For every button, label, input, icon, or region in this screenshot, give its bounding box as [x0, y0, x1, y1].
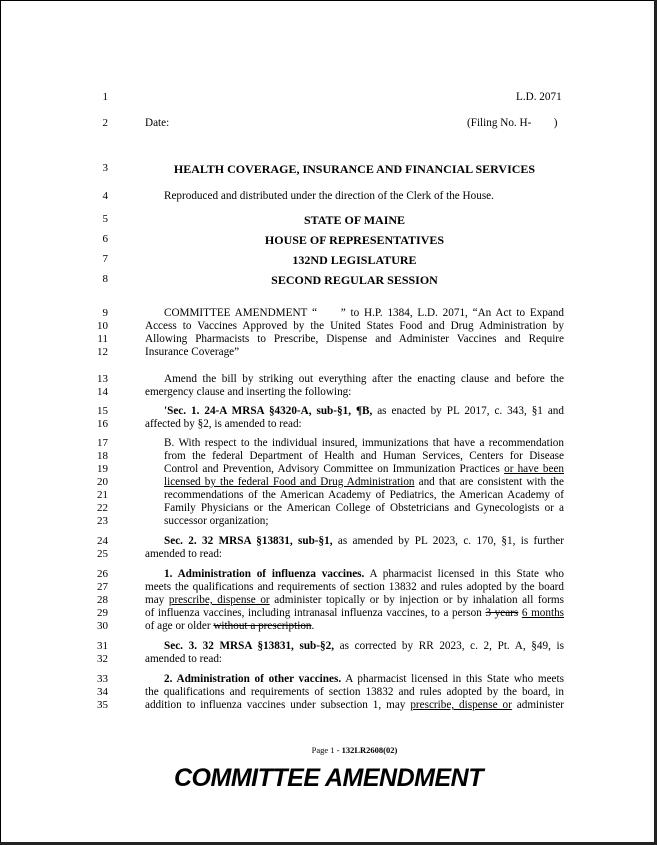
inserted-text: prescribe, dispense or: [168, 594, 270, 606]
deleted-text: without a prescription: [213, 620, 312, 632]
text-segment: A pharmacist licensed in this State who: [364, 568, 564, 580]
text-segment: of age or older: [145, 620, 211, 632]
session-heading: SECOND REGULAR SESSION: [271, 273, 438, 287]
body-line-11: Allowing Pharmacists to Prescribe, Dispense and Administer Vaccines and Require: [145, 333, 564, 345]
body-line-30: [145, 620, 314, 633]
body-line-17: B. With respect to the individual insured, immunizations that have a recommendation: [164, 437, 564, 449]
line-number: 9: [102, 307, 108, 319]
body-line-21: recommendations of the American Academy of Pediatrics, the American Academy of: [164, 489, 564, 501]
line-number: 25: [97, 548, 108, 560]
subsection-2-heading: 2. Administration of other vaccines.: [164, 673, 342, 685]
line-number: 2: [102, 117, 108, 129]
page-number: Page 1 -: [311, 745, 342, 755]
text-segment: Control and Prevention, Advisory Committee on Immunization Practices: [164, 463, 500, 475]
state-heading: STATE OF MAINE: [303, 213, 406, 227]
line-number: 1: [102, 91, 108, 103]
line-number: 35: [97, 699, 108, 711]
body-line-35: [145, 699, 564, 712]
subsection-1-heading: 1. Administration of influenza vaccines.: [164, 568, 365, 580]
body-line-18: from the federal Department of Health and Human Services, Centers for Disease: [164, 450, 564, 462]
line-number: 3: [102, 162, 108, 174]
line-number: 26: [97, 568, 108, 580]
line-number: 15: [97, 405, 108, 417]
body-line-29: [145, 607, 564, 620]
body-line-12: Insurance Coverage”: [145, 346, 240, 358]
line-number: 29: [97, 607, 108, 619]
line-number: 17: [97, 437, 108, 449]
house-heading: HOUSE OF REPRESENTATIVES: [264, 233, 445, 247]
inserted-text: licensed by the federal Food and Drug Administration: [164, 476, 415, 488]
line-number: 12: [97, 346, 108, 358]
section-2-heading: Sec. 2. 32 MRSA §13831, sub-§1,: [164, 535, 333, 547]
body-line-22: Family Physicians or the American College of Obstetricians and Gynecologists or a: [164, 502, 564, 514]
line-number: 31: [97, 640, 108, 652]
filing-number: (Filing No. H- ): [467, 117, 558, 129]
body-line-32: amended to read:: [145, 653, 223, 665]
body-line-28: [145, 594, 564, 607]
committee-amendment-banner: COMMITTEE AMENDMENT: [174, 764, 483, 792]
body-line-24: [164, 535, 564, 548]
text-segment: administer topically or by injection or by inhalation all forms: [274, 594, 564, 606]
text-segment: and that are consistent with the: [414, 476, 564, 488]
line-number: 33: [97, 673, 108, 685]
body-line-10: Access to Vaccines Approved by the United States Food and Drug Administration by: [145, 320, 564, 332]
page-footer: [145, 745, 564, 755]
date-label: Date:: [145, 117, 170, 129]
ld-number: L.D. 2071: [516, 91, 562, 103]
body-line-9: COMMITTEE AMENDMENT “ ” to H.P. 1384, L.D. 2071, “An Act to Expand: [164, 307, 564, 319]
line-number: 19: [97, 463, 108, 475]
line-number: 21: [97, 489, 108, 501]
body-line-34: the qualifications and requirements of section 13832 and rules adopted by the board, in: [145, 686, 564, 698]
inserted-text: 6 months: [521, 607, 565, 619]
line-number: 24: [97, 535, 108, 547]
body-line-31: [164, 640, 564, 653]
body-line-15: [164, 405, 564, 418]
line-number: 14: [97, 386, 108, 398]
line-number: 11: [97, 333, 108, 345]
text-segment: of influenza vaccines, including intranasal influenza vaccines, to a person: [145, 607, 482, 619]
body-line-25: amended to read:: [145, 548, 223, 560]
document-code: 132LR2608(02): [341, 745, 398, 755]
reproduced-note: Reproduced and distributed under the direction of the Clerk of the House.: [164, 190, 494, 202]
text-segment: addition to influenza vaccines under subsection 1, may: [145, 699, 406, 711]
line-number: 5: [102, 213, 108, 225]
text-segment: may: [145, 594, 165, 606]
line-number: 34: [97, 686, 108, 698]
line-number: 13: [97, 373, 108, 385]
body-line-13: Amend the bill by striking out everything after the enacting clause and before the: [164, 373, 564, 385]
line-number: 22: [97, 502, 108, 514]
text-segment: administer: [516, 699, 565, 711]
body-line-33: [164, 673, 564, 686]
text-segment: .: [311, 620, 315, 632]
line-number: 30: [97, 620, 108, 632]
committee-title: HEALTH COVERAGE, INSURANCE AND FINANCIAL SERVICES: [173, 162, 536, 176]
deleted-text: 3 years: [485, 607, 519, 619]
legislature-heading: 132ND LEGISLATURE: [292, 253, 417, 267]
section-2-citation: as amended by PL 2023, c. 170, §1, is further: [332, 535, 564, 547]
line-number: 28: [97, 594, 108, 606]
line-number: 20: [97, 476, 108, 488]
body-line-20: [164, 476, 564, 489]
section-3-citation: as corrected by RR 2023, c. 2, Pt. A, §49, is: [334, 640, 564, 652]
section-1-citation: as enacted by PL 2017, c. 343, §1 and: [372, 405, 564, 417]
body-line-26: [164, 568, 564, 581]
line-number: 23: [97, 515, 108, 527]
inserted-text: prescribe, dispense or: [410, 699, 512, 711]
body-line-19: [164, 463, 564, 476]
line-number: 8: [102, 273, 108, 285]
text-segment: A pharmacist licensed in this State who meets: [341, 673, 564, 685]
line-number: 6: [102, 233, 108, 245]
inserted-text: or have been: [504, 463, 565, 475]
line-number: 27: [97, 581, 108, 593]
line-number: 32: [97, 653, 108, 665]
section-1-heading: 'Sec. 1. 24-A MRSA §4320-A, sub-§1, ¶B,: [164, 405, 373, 417]
line-number: 16: [97, 418, 108, 430]
section-3-heading: Sec. 3. 32 MRSA §13831, sub-§2,: [164, 640, 334, 652]
body-line-27: meets the qualifications and requirements of section 13832 and rules adopted by the board: [145, 581, 564, 593]
line-number: 10: [97, 320, 108, 332]
line-number: 18: [97, 450, 108, 462]
line-number: 4: [102, 190, 108, 202]
body-line-14: emergency clause and inserting the following:: [145, 386, 352, 398]
body-line-23: successor organization;: [164, 515, 269, 527]
body-line-16: affected by §2, is amended to read:: [145, 418, 302, 430]
line-number: 7: [102, 253, 108, 265]
